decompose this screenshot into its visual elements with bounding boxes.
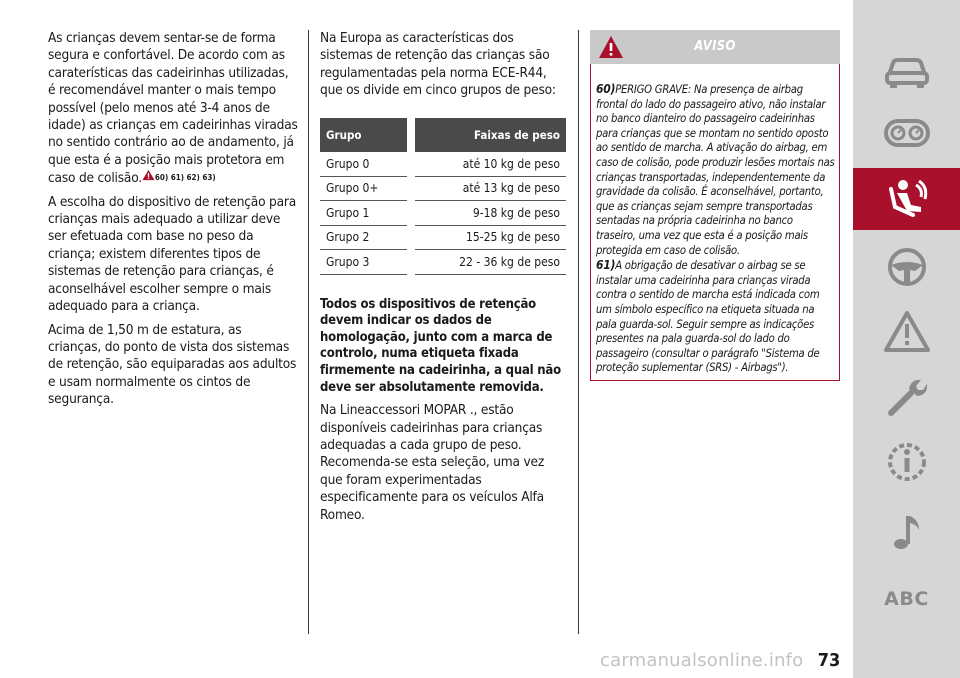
table-cell-group: Grupo 3 [320, 250, 407, 275]
paragraph-ece-r44: Na Europa as características dos sistemas de retenção das crianças são regulamentadas pela norma ECE-R44, que os divide em cinco grupos de peso: [320, 30, 556, 99]
warning-item-text: A obrigação de desativar o airbag se se instalar uma cadeirinha para crianças virada contra o sentido de marcha está indicada com um símbolo específico na etiqueta situada na pala guarda-sol. Seguir sempre as indicações presentes na pala guarda-sol do lado do passageiro (consultar o parágrafo "Sistema de proteção suplementar (SRS) - Airbags"). [596, 259, 820, 375]
paragraph-device-choice: A escolha do dispositivo de retenção para crianças mais adequado a utilizar deve ser efetuada com base no peso da criança; existem diferentes tipos de sistemas de retenção para crianças, é aconselhável escolher sempre o mais adequado para a criança. [48, 193, 297, 315]
column-divider [578, 30, 579, 634]
table-header-row [320, 118, 566, 152]
wrench-icon [883, 375, 931, 419]
airbag-seat-icon [883, 177, 931, 221]
warning-item-text: PERIGO GRAVE: Na presença de airbag frontal do lado do passageiro ativo, não instalar no banco dianteiro do passageiro cadeirinhas para crianças que se montam no sentido oposto ao sentido de marcha. A ativação do airbag, em caso de colisão, pode produzir lesões mortais nas crianças transportadas, independentemente da gravidade da colisão. É aconselhável, portanto, que as crianças sejam sempre transportadas sentadas na própria cadeirinha no banco traseiro, uma vez que esta é a posição mais protegida em caso de colisão. [596, 83, 835, 257]
warning-icon [142, 169, 155, 181]
warning-item-number: 60) [596, 82, 616, 96]
table-cell-weight: 9-18 kg de peso [415, 201, 566, 226]
column-divider [308, 30, 309, 634]
column-2 [320, 30, 566, 530]
paragraph-child-seating [48, 30, 298, 188]
music-note-icon [883, 510, 931, 554]
sidebar-item-index[interactable] [853, 572, 960, 626]
table-cell-group: Grupo 0+ [320, 176, 407, 201]
table-row [320, 176, 566, 201]
paragraph-text: As crianças devem sentar-se de forma segura e confortável. De acordo com as caraterísticas das cadeirinhas utilizadas, é recomendável manter o mais tempo possível (pelo menos até 3-4 anos de idade) as crianças em cadeirinhas viradas no sentido contrário ao de andamento, já que esta é a posição mais protetora em caso de colisão. [48, 30, 298, 187]
table-header-group: Grupo [320, 118, 407, 152]
sidebar-item-driving[interactable] [853, 240, 960, 294]
paragraph-height: Acima de 1,50 m de estatura, as crianças, do ponto de vista dos sistemas de retenção, são equiparadas aos adultos e usam normalmente os cintos de segurança. [48, 321, 297, 408]
table-header-weight: Faixas de peso [415, 118, 566, 152]
column-1 [48, 30, 298, 415]
table-cell-weight: até 13 kg de peso [415, 176, 566, 201]
sidebar-item-dashboard[interactable] [853, 106, 960, 160]
index-label: ABC [884, 588, 929, 610]
warning-refs[interactable]: 60) 61) 62) 63) [154, 173, 216, 183]
sidebar-item-technical[interactable] [853, 435, 960, 489]
table-cell-weight: até 10 kg de peso [415, 152, 566, 177]
table-cell-weight: 22 - 36 kg de peso [415, 250, 566, 275]
info-icon [883, 440, 931, 484]
sidebar-item-safety[interactable] [853, 168, 960, 230]
sidebar-item-car[interactable] [853, 44, 960, 98]
warning-item-61 [596, 258, 835, 376]
table-cell-group: Grupo 1 [320, 201, 407, 226]
homologation-note: Todos os dispositivos de retenção devem indicar os dados de homologação, junto com a marca de controlo, numa etiqueta fixada firmemente na cadeirinha, a qual não deve ser absolutamente removida. [320, 296, 561, 395]
steering-wheel-icon [883, 245, 931, 289]
weight-groups-table [320, 118, 566, 275]
sidebar-item-multimedia[interactable] [853, 505, 960, 559]
page-number: 73 [817, 650, 841, 671]
dashboard-icon [883, 111, 931, 155]
chapter-sidebar [853, 0, 960, 678]
table-cell-group: Grupo 2 [320, 225, 407, 250]
warning-title: AVISO [694, 39, 736, 54]
car-icon [883, 49, 931, 93]
table-row [320, 225, 566, 250]
warning-body [590, 64, 840, 381]
table-row [320, 201, 566, 226]
sidebar-item-warnings[interactable] [853, 305, 960, 359]
watermark: carmanualsonline.info [600, 650, 804, 671]
warning-header [590, 30, 840, 64]
warning-triangle-icon [883, 310, 931, 354]
warning-item-number: 61) [596, 258, 616, 273]
warning-section [590, 30, 840, 381]
table-row [320, 250, 566, 275]
sidebar-item-maintenance[interactable] [853, 370, 960, 424]
table-cell-group: Grupo 0 [320, 152, 407, 177]
warning-item-60 [596, 82, 835, 258]
table-cell-weight: 15-25 kg de peso [415, 225, 566, 250]
paragraph-mopar: Na Lineaccessori MOPAR ., estão disponíveis cadeirinhas para crianças adequadas a cada grupo de peso. Recomenda-se esta seleção, uma vez que foram experimentadas especificamente para os veículos Alfa Romeo. [320, 402, 545, 523]
table-row [320, 152, 566, 177]
